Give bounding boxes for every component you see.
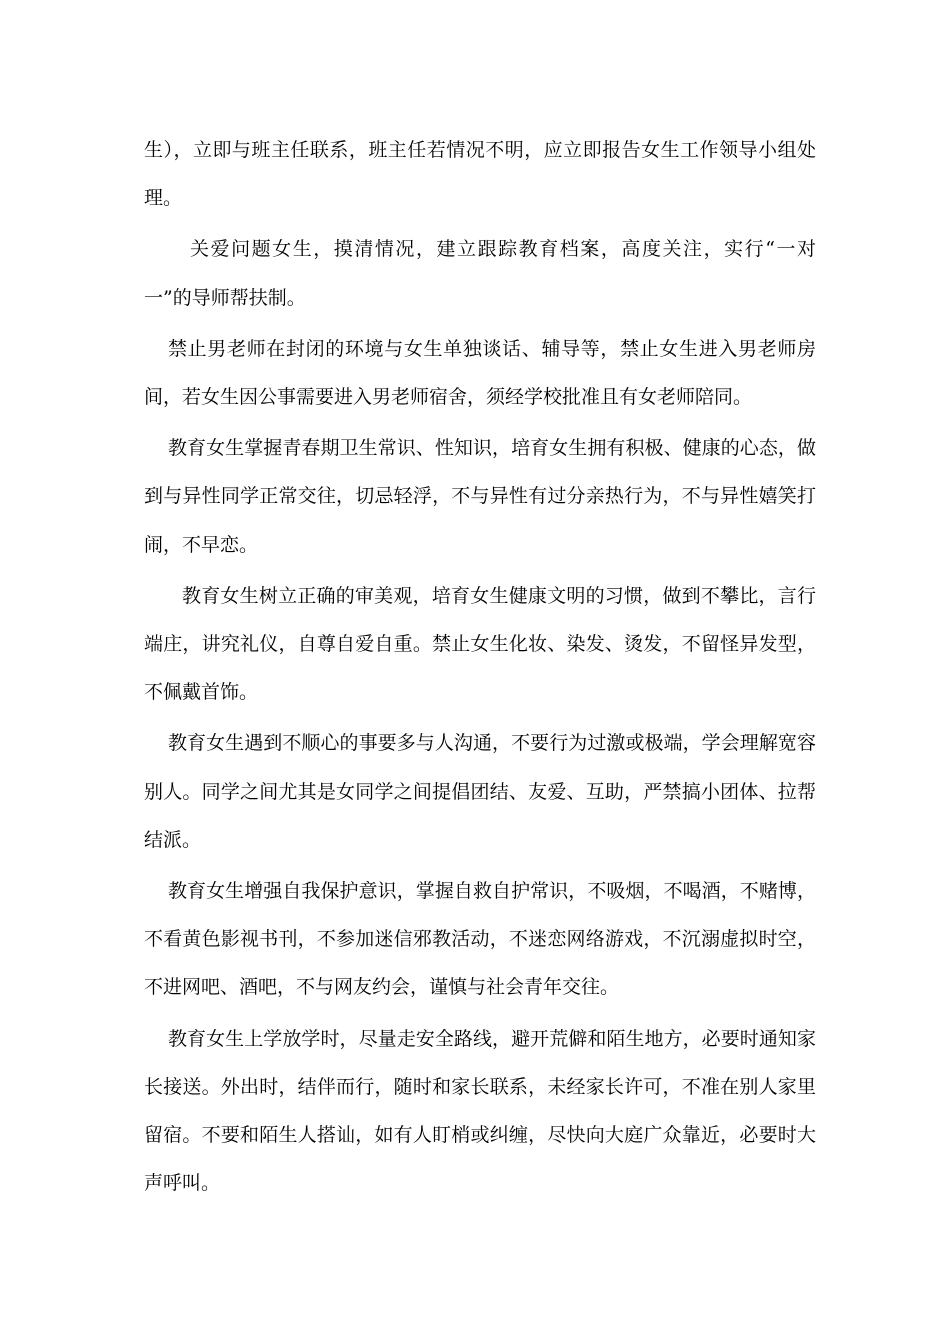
- paragraph-male-teacher-rules: 禁止男老师在封闭的环境与女生单独谈话、辅导等，禁止女生进入男老师房间，若女生因公事需要进入男老师宿舍，须经学校批准且有女老师陪同。: [144, 337, 816, 409]
- paragraph-care-problem-girls: 关爱问题女生，摸清情况，建立跟踪教育档案，高度关注，实行“一对一”的导师帮扶制。: [144, 238, 816, 309]
- paragraph-communication: 教育女生遇到不顺心的事要多与人沟通，不要行为过激或极端，学会理解宽容别人。同学之间尤其是女同学之间提倡团结、友爱、互助，严禁搞小团体、拉帮结派。: [144, 732, 816, 851]
- paragraph-commute-safety: 教育女生上学放学时，尽量走安全路线，避开荒僻和陌生地方，必要时通知家长接送。外出时，结伴而行，随时和家长联系，未经家长许可，不准在别人家里留宿。不要和陌生人搭讪，如有人盯梢或纠缠，尽快向大庭广众靠近，必要时大声呼叫。: [144, 1027, 816, 1195]
- paragraph-continuation: 生），立即与班主任联系，班主任若情况不明，应立即报告女生工作领导小组处理。: [144, 139, 816, 210]
- paragraph-adolescent-health: 教育女生掌握青春期卫生常识、性知识，培育女生拥有积极、健康的心态，做到与异性同学正常交往，切忌轻浮，不与异性有过分亲热行为，不与异性嬉笑打闹，不早恋。: [144, 437, 816, 556]
- document-body: [144, 126, 816, 1207]
- paragraph-self-protection: 教育女生增强自我保护意识，掌握自救自护常识，不吸烟，不喝酒，不赌博，不看黄色影视书刊，不参加迷信邪教活动，不迷恋网络游戏，不沉溺虚拟时空，不进网吧、酒吧，不与网友约会，谨慎与社会青年交往。: [144, 880, 816, 999]
- paragraph-aesthetics: 教育女生树立正确的审美观，培育女生健康文明的习惯，做到不攀比，言行端庄，讲究礼仪，自尊自爱自重。禁止女生化妆、染发、烫发，不留怪异发型，不佩戴首饰。: [144, 584, 816, 704]
